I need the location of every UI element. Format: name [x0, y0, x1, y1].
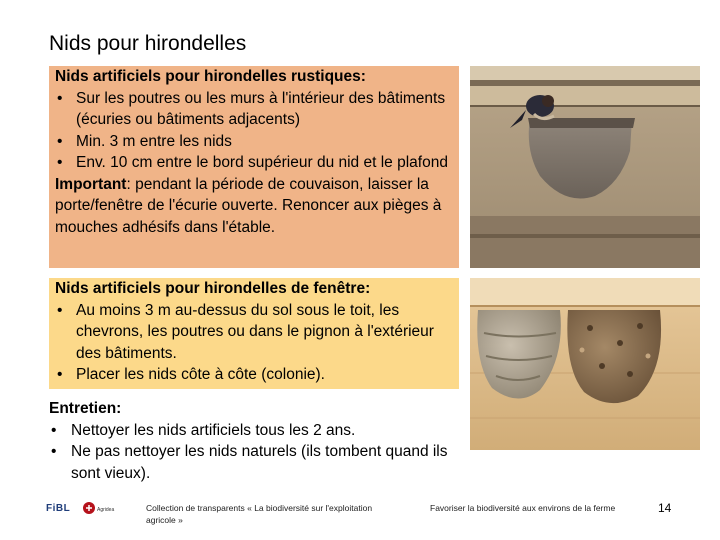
agridea-logo-icon — [82, 500, 124, 518]
barn-swallow-nest-illustration — [470, 66, 700, 268]
list-item: • Au moins 3 m au-dessus du sol sous le toit, les chevrons, les poutres ou dans le pignon à l'extérieur des bâtiments. — [55, 300, 453, 365]
rustic-bullet-list — [55, 88, 453, 174]
house-martin-bullet-list — [55, 300, 453, 386]
house-martin-photo — [470, 278, 700, 450]
agridea-logo-text: Agridea — [97, 507, 115, 513]
important-label: Important — [55, 175, 127, 193]
rustic-heading: Nids artificiels pour hirondelles rustiques: — [55, 68, 366, 85]
list-item: • Sur les poutres ou les murs à l'intérieur des bâtiments (écuries ou bâtiments adjacents) — [55, 88, 453, 131]
list-item: • Ne pas nettoyer les nids naturels (ils tombent quand ils sont vieux). — [49, 441, 459, 484]
maintenance-bullet-list — [49, 420, 459, 485]
page-number: 14 — [658, 501, 672, 515]
list-item: • Nettoyer les nids artificiels tous les 2 ans. — [49, 420, 459, 442]
rustic-swallow-box — [49, 66, 459, 268]
house-martin-box — [49, 278, 459, 389]
footer-collection: Collection de transparents « La biodiversité sur l'exploitation agricole » — [146, 503, 373, 525]
list-item: • Min. 3 m entre les nids — [55, 131, 453, 153]
barn-swallow-photo — [470, 66, 700, 268]
list-item: • Env. 10 cm entre le bord supérieur du nid et le plafond — [55, 152, 453, 174]
agridea-logo — [82, 500, 124, 523]
important-text: : pendant la période de couvaison, laisser la porte/fenêtre de l'écurie ouverte. Renoncer aux pièges à mouches adhésifs dans l'étable. — [55, 175, 442, 236]
list-item: • Placer les nids côte à côte (colonie). — [55, 364, 453, 386]
maintenance-section — [49, 398, 459, 484]
important-note — [55, 174, 453, 239]
footer-subtitle: Favoriser la biodiversité aux environs de la ferme — [430, 503, 616, 513]
maintenance-heading: Entretien: — [49, 400, 122, 417]
fibl-logo: FiBL — [46, 503, 71, 514]
page-title: Nids pour hirondelles — [49, 32, 247, 55]
house-martin-heading: Nids artificiels pour hirondelles de fenêtre: — [55, 280, 371, 297]
house-martin-nests-illustration — [470, 278, 700, 450]
